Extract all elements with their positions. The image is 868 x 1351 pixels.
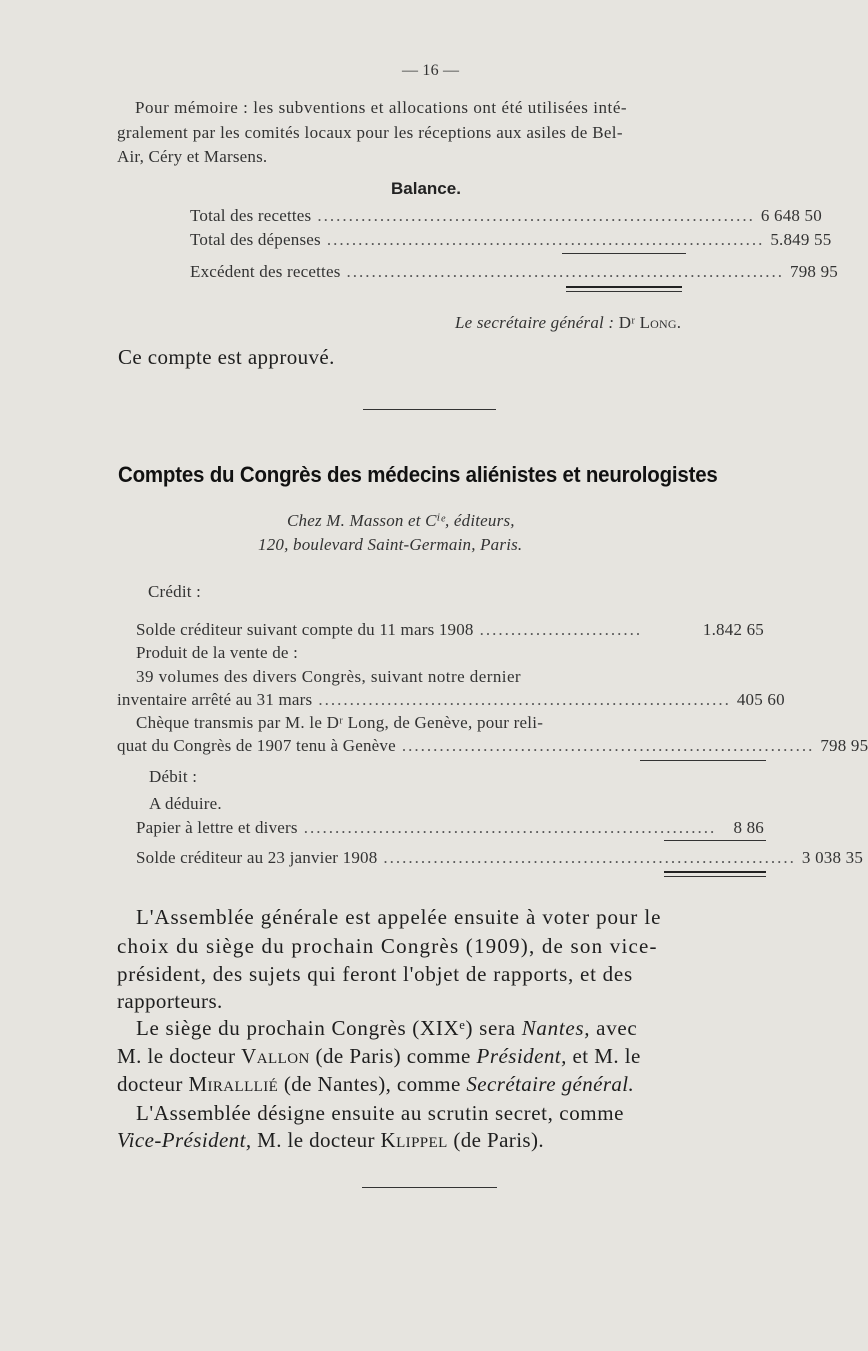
leader-dots: ..................................................................: [303, 818, 717, 837]
balance-subtotal-rule: [562, 253, 686, 254]
assembly-name-klippel: Klippel: [380, 1128, 448, 1152]
leader-dots: ......................................................................: [346, 262, 785, 281]
memo-line-2: gralement par les comités locaux pour les réceptions aux asiles de Bel-: [117, 123, 623, 142]
assembly-name-mirallie: Miralllié: [188, 1072, 279, 1096]
approval-text: Ce compte est approuvé.: [118, 345, 335, 369]
assembly-city: Nantes,: [521, 1016, 591, 1040]
assembly-p3-line-2: [117, 1126, 544, 1154]
papier-amount: 8 86: [733, 818, 764, 837]
assembly-p3-text: M. le docteur: [257, 1128, 375, 1152]
end-rule: [362, 1187, 497, 1188]
deduct-label: A déduire.: [149, 794, 222, 813]
assembly-p2-text: M. le docteur: [117, 1044, 236, 1068]
assembly-p3-line-1: L'Assemblée désigne ensuite au scrutin secret, comme: [136, 1101, 625, 1125]
assembly-p2-text: avec: [596, 1016, 638, 1040]
balance-row-recettes: [190, 204, 822, 227]
cheque-line-1: Chèque transmis par M. le Dʳ Long, de Genève, pour reli-: [136, 713, 544, 732]
credit-total-rule: [640, 760, 766, 761]
assembly-p2-line-2: [117, 1042, 641, 1070]
debit-subtotal-rule: [664, 840, 766, 841]
assembly-p2-line-1: [136, 1014, 637, 1042]
leader-dots: ......................................................................: [326, 230, 765, 249]
produit-label: Produit de la vente de :: [136, 643, 299, 662]
assembly-p1-line-2: choix du siège du prochain Congrès (1909), de son vice-: [117, 934, 658, 958]
balance-row-excedent: [190, 260, 838, 283]
signature-role: Le secrétaire général :: [455, 313, 615, 332]
leader-dots: ..........................: [479, 620, 643, 639]
leader-dots: ..................................................................: [383, 848, 796, 867]
assembly-p1-line-4: rapporteurs.: [117, 989, 223, 1013]
cheque-row: [117, 734, 868, 757]
cheque-amount: 798 95: [820, 736, 868, 755]
separator-rule: [363, 409, 496, 410]
balance-label: Excédent des recettes: [190, 262, 341, 281]
balance-total-rule: [566, 286, 682, 288]
memo-line-3: Air, Céry et Marsens.: [117, 147, 268, 166]
debit-solde-row: [136, 846, 864, 869]
volumes-row: [117, 688, 785, 711]
publisher-line-2: 120, boulevard Saint-Germain, Paris.: [258, 535, 523, 554]
assembly-p2-line-3: [117, 1070, 634, 1098]
assembly-p1-line-3: président, des sujets qui feront l'objet de rapports, et des: [117, 962, 633, 986]
balance-amount: 5.849 55: [770, 230, 832, 249]
assembly-p3-text: (de Paris).: [453, 1128, 545, 1152]
page-number: — 16 —: [402, 62, 460, 79]
balance-row-depenses: [190, 228, 832, 251]
leader-dots: ......................................................................: [317, 206, 755, 225]
assembly-p2-text: Le siège du prochain Congrès (XIXᵉ) sera: [136, 1016, 516, 1040]
assembly-role-vice-president: Vice-Président,: [117, 1128, 252, 1152]
balance-amount: 6 648 50: [760, 206, 822, 225]
publisher-line-1: Chez M. Masson et Cⁱᵉ, éditeurs,: [287, 511, 515, 530]
balance-total-rule: [566, 291, 682, 292]
debit-solde-label: Solde créditeur au 23 janvier 1908: [136, 848, 378, 867]
papier-row: [136, 816, 764, 839]
assembly-p1-line-1: L'Assemblée générale est appelée ensuite à voter pour le: [136, 905, 662, 929]
volumes-line-2: inventaire arrêté au 31 mars: [117, 690, 313, 709]
assembly-role-president: Président,: [476, 1044, 567, 1068]
volumes-amount: 405 60: [736, 690, 785, 709]
signature: [455, 311, 681, 334]
balance-title: Balance.: [391, 179, 461, 198]
debit-solde-amount: 3 038 35: [801, 848, 864, 867]
cheque-line-2: quat du Congrès de 1907 tenu à Genève: [117, 736, 396, 755]
credit-solde-row: [136, 618, 764, 641]
signature-name: Dʳ Long.: [618, 313, 682, 332]
volumes-line-1: 39 volumes des divers Congrès, suivant notre dernier: [136, 667, 522, 686]
credit-solde-amount: 1.842 65: [702, 620, 764, 639]
assembly-p2-text: (de Nantes), comme: [283, 1072, 461, 1096]
debit-total-rule: [664, 871, 766, 873]
assembly-name-vallon: Vallon: [241, 1044, 310, 1068]
credit-solde-label: Solde créditeur suivant compte du 11 mars 1908: [136, 620, 474, 639]
assembly-p2-text: docteur: [117, 1072, 183, 1096]
papier-label: Papier à lettre et divers: [136, 818, 298, 837]
credit-label: Crédit :: [148, 582, 202, 601]
leader-dots: ..................................................................: [318, 690, 731, 709]
assembly-p2-text: (de Paris) comme: [315, 1044, 471, 1068]
debit-label: Débit :: [149, 767, 198, 786]
balance-label: Total des dépenses: [190, 230, 321, 249]
assembly-role-secretaire: Secrétaire général.: [466, 1072, 635, 1096]
assembly-p2-text: et M. le: [572, 1044, 641, 1068]
leader-dots: ..................................................................: [401, 736, 815, 755]
balance-label: Total des recettes: [190, 206, 312, 225]
debit-total-rule: [664, 876, 766, 877]
memo-line-1: Pour mémoire : les subventions et allocations ont été utilisées inté-: [135, 98, 628, 117]
balance-amount: 798 95: [790, 262, 838, 281]
section-title: Comptes du Congrès des médecins aliénistes et neurologistes: [118, 462, 718, 487]
